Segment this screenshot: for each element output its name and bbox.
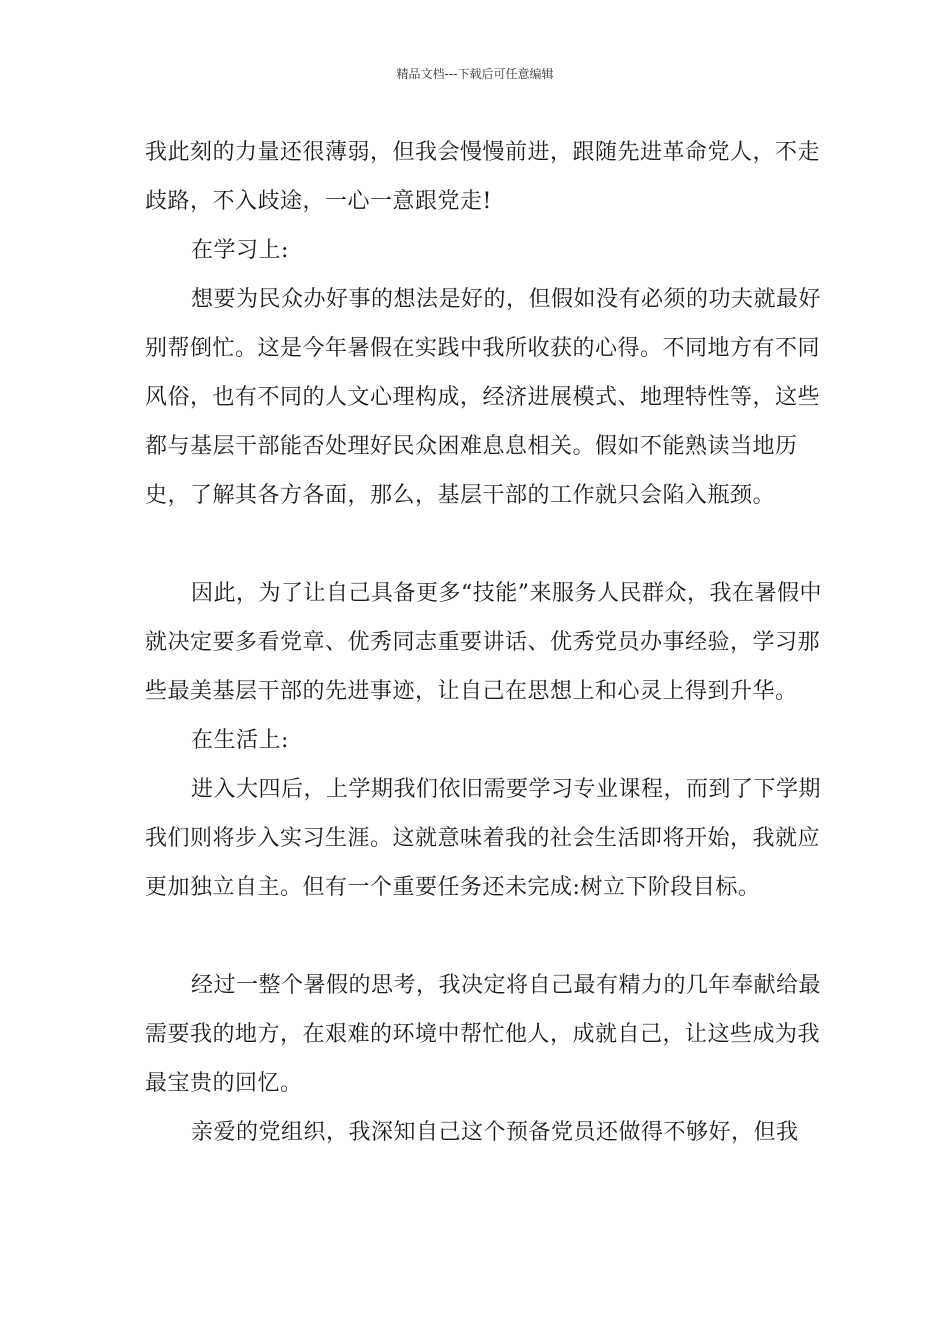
paragraph: 亲爱的党组织，我深知自己这个预备党员还做得不够好，但我	[191, 1120, 799, 1145]
paragraph: 我此刻的力量还很薄弱，但我会慢慢前进，跟随先进革命党人，不走歧路，不入歧途，一心一意跟党走!	[145, 140, 821, 214]
paragraph: 经过一整个暑假的思考，我决定将自己最有精力的几年奉献给最需要我的地方，在艰难的环境中帮忙他人，成就自己，让这些成为我最宝贵的回忆。	[145, 973, 822, 1096]
section-heading: 在生活上:	[191, 728, 289, 753]
section-heading: 在学习上:	[191, 238, 289, 263]
paragraph: 进入大四后，上学期我们依旧需要学习专业课程，而到了下学期我们则将步入实习生涯。这就意味着我的社会生活即将开始，我就应更加独立自主。但有一个重要任务还未完成:树立下阶段目标。	[145, 777, 822, 900]
paragraph: 因此，为了让自己具备更多“技能”来服务人民群众，我在暑假中就决定要多看党章、优秀同志重要讲话、优秀党员办事经验，学习那些最美基层干部的先进事迹，让自己在思想上和心灵上得到升华。	[145, 581, 822, 704]
page-header: 精品文档---下载后可任意编辑	[396, 67, 554, 81]
document-body	[145, 128, 825, 1157]
paragraph: 想要为民众办好事的想法是好的，但假如没有必须的功夫就最好别帮倒忙。这是今年暑假在实践中我所收获的心得。不同地方有不同风俗，也有不同的人文心理构成，经济进展模式、地理特性等，这些都与基层干部能否处理好民众困难息息相关。假如不能熟读当地历史，了解其各方各面，那么，基层干部的工作就只会陷入瓶颈。	[145, 287, 822, 508]
